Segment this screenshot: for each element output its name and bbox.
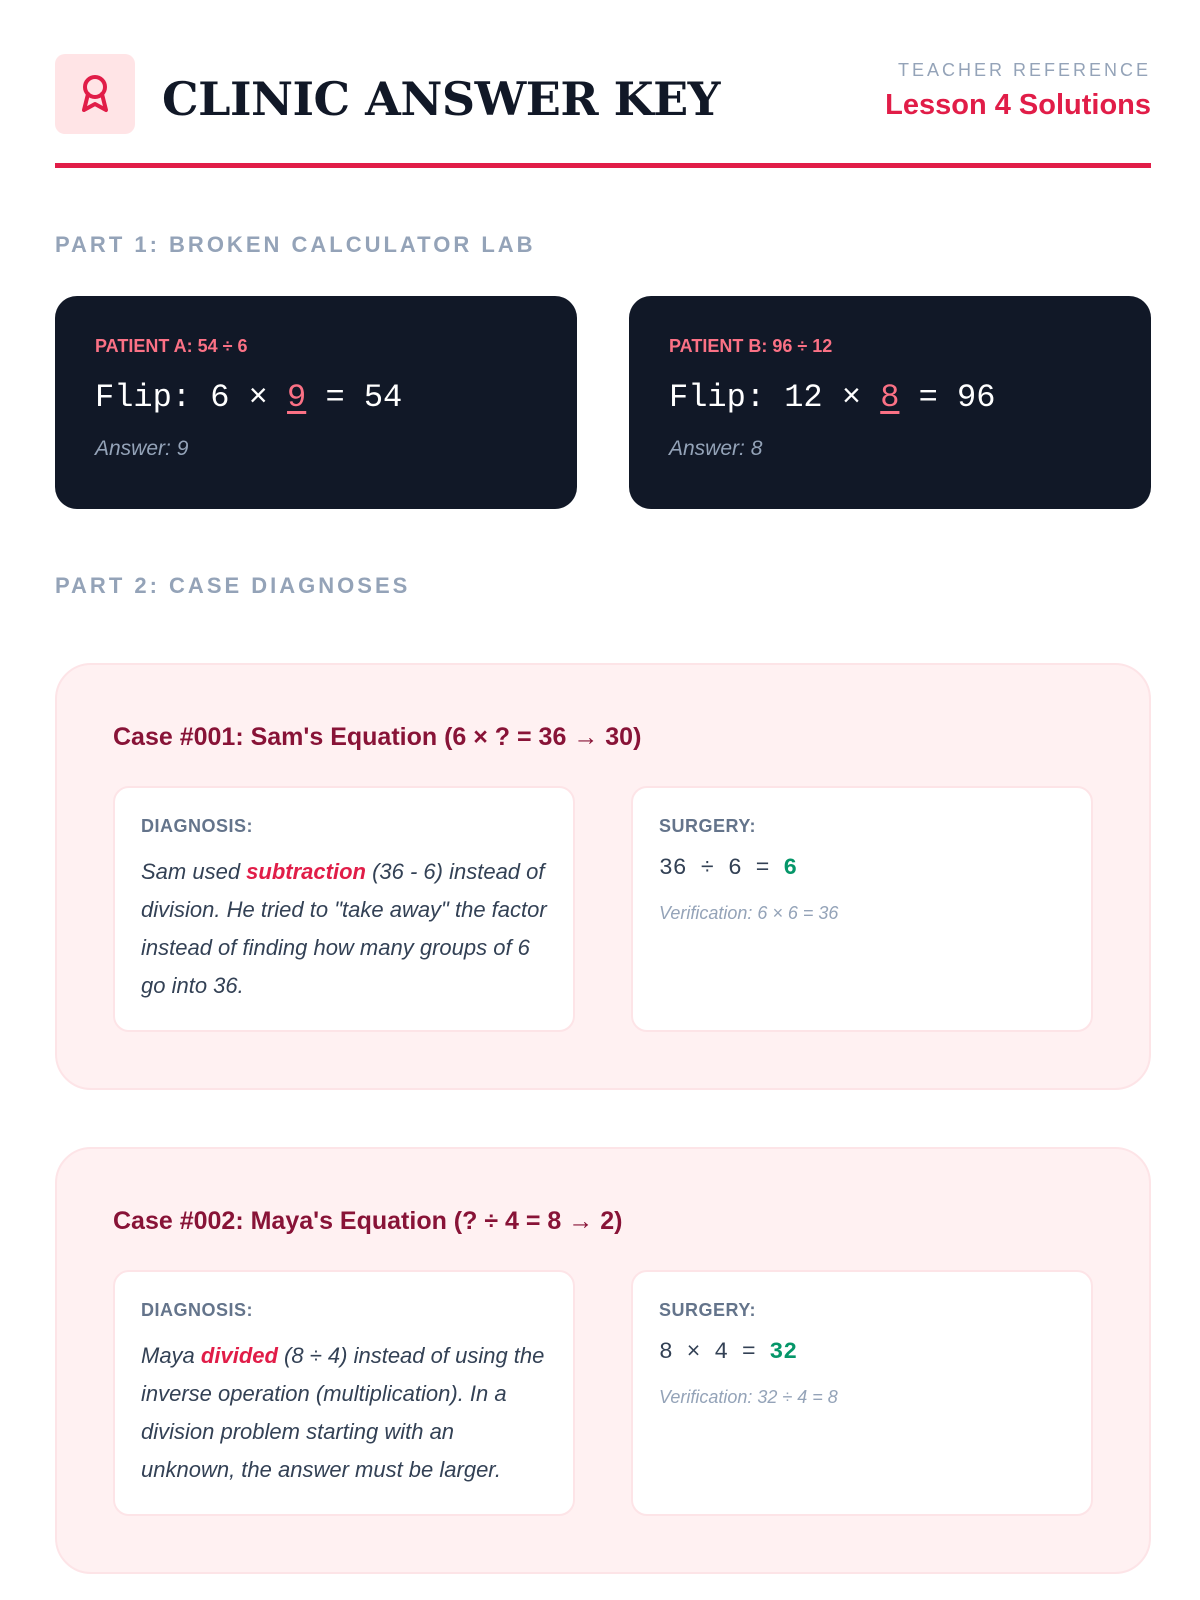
teacher-reference-label: TEACHER REFERENCE — [897, 60, 1151, 80]
surgery-label: SURGERY: — [659, 816, 757, 836]
lesson-title: Lesson 4 Solutions — [885, 89, 1151, 121]
surgery-label: SURGERY: — [659, 1300, 757, 1320]
case-title: Case #001: Sam's Equation (6 × ? = 36 → 30) — [113, 723, 642, 751]
case-title: Case #002: Maya's Equation (? ÷ 4 = 8 → 2) — [113, 1207, 623, 1235]
surgery-panel — [631, 786, 1093, 1032]
flip-answer: 8 — [880, 379, 900, 416]
diagnosis-keyword: subtraction — [246, 859, 366, 884]
patient-answer: Answer: 8 — [669, 437, 763, 460]
surgery-equation: 8 × 4 = 32 — [659, 1339, 798, 1365]
award-ribbon-icon — [75, 72, 115, 116]
page-title: CLINIC ANSWER KEY — [162, 72, 720, 126]
surgery-equation: 36 ÷ 6 = 6 — [659, 855, 798, 881]
diagnosis-panel — [113, 1270, 575, 1516]
patient-tag: PATIENT A: 54 ÷ 6 — [95, 336, 248, 356]
patient-card-a — [55, 296, 577, 509]
case-card-002 — [55, 1147, 1151, 1574]
surgery-result: 6 — [783, 855, 798, 881]
page-header — [55, 54, 1151, 168]
patient-answer: Answer: 9 — [95, 437, 189, 460]
part2-heading: PART 2: CASE DIAGNOSES — [55, 573, 411, 598]
diagnosis-text: Sam used subtraction (36 - 6) instead of division. He tried to "take away" the factor instead of finding how many groups of 6 go into 36. — [141, 859, 547, 998]
diagnosis-panel — [113, 786, 575, 1032]
flip-answer: 9 — [287, 379, 307, 416]
diagnosis-text: Maya divided (8 ÷ 4) instead of using the inverse operation (multiplication). In a division problem starting with an unknown, the answer must be larger. — [141, 1343, 545, 1482]
diagnosis-label: DIAGNOSIS: — [141, 816, 254, 836]
verification-text: Verification: 32 ÷ 4 = 8 — [659, 1387, 838, 1407]
surgery-result: 32 — [769, 1339, 798, 1365]
surgery-panel — [631, 1270, 1093, 1516]
verification-text: Verification: 6 × 6 = 36 — [659, 903, 839, 923]
part1-heading: PART 1: BROKEN CALCULATOR LAB — [55, 232, 536, 257]
flip-equation: Flip: 6 × 9 = 54 — [95, 379, 403, 416]
patient-tag: PATIENT B: 96 ÷ 12 — [669, 336, 833, 356]
diagnosis-label: DIAGNOSIS: — [141, 1300, 254, 1320]
case-card-001 — [55, 663, 1151, 1090]
logo — [55, 54, 135, 134]
flip-equation: Flip: 12 × 8 = 96 — [669, 379, 996, 416]
diagnosis-keyword: divided — [200, 1343, 278, 1368]
patient-card-b — [629, 296, 1151, 509]
